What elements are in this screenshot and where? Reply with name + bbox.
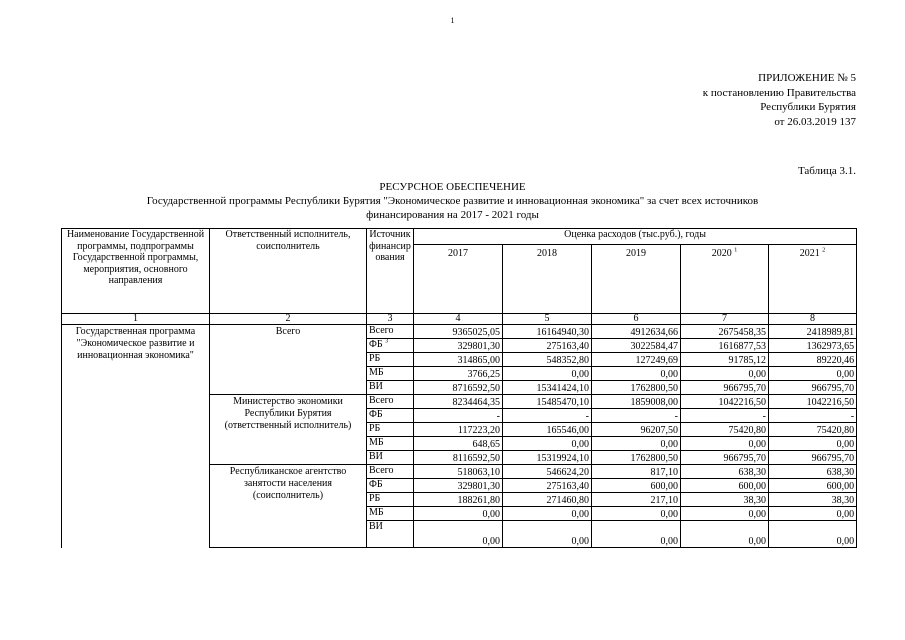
value-cell: 4912634,66 [592,325,681,339]
value-cell: 518063,10 [414,465,503,479]
value-cell: 1042216,50 [681,395,769,409]
value-cell: 96207,50 [592,423,681,437]
value-cell: 817,10 [592,465,681,479]
value-cell: 117223,20 [414,423,503,437]
value-cell: 0,00 [681,507,769,521]
program-name: Государственная программа "Экономическое развитие и инновационная экономика" [62,325,210,548]
value-cell: 15319924,10 [503,451,592,465]
value-cell: 188261,80 [414,493,503,507]
column-number: 6 [592,314,681,325]
value-cell: 966795,70 [681,381,769,395]
value-cell: 966795,70 [769,381,857,395]
appendix-block [703,71,856,129]
executor-cell: Республиканское агентство занятости населения (соисполнитель) [210,465,367,548]
value-cell: 0,00 [681,521,769,548]
value-cell: 966795,70 [769,451,857,465]
value-cell: 546624,20 [503,465,592,479]
value-cell: 16164940,30 [503,325,592,339]
header-year: 2017 [414,245,503,314]
value-cell: 329801,30 [414,339,503,353]
column-number: 7 [681,314,769,325]
column-number: 3 [367,314,414,325]
value-cell: 8234464,35 [414,395,503,409]
table-label: Таблица 3.1. [797,165,856,177]
column-number: 8 [769,314,857,325]
value-cell: - [503,409,592,423]
value-cell: 38,30 [769,493,857,507]
table-row [62,325,857,339]
value-cell: 0,00 [681,437,769,451]
source-cell: РБ [367,353,414,367]
column-number: 5 [503,314,592,325]
value-cell: 2418989,81 [769,325,857,339]
source-cell: РБ [367,423,414,437]
header-estimate: Оценка расходов (тыс.руб.), годы [414,229,857,245]
value-cell: 600,00 [592,479,681,493]
value-cell: 275163,40 [503,479,592,493]
value-cell: 1762800,50 [592,381,681,395]
source-cell: ФБ [367,479,414,493]
value-cell: 38,30 [681,493,769,507]
value-cell: - [681,409,769,423]
value-cell: - [769,409,857,423]
value-cell: 15485470,10 [503,395,592,409]
value-cell: 600,00 [769,479,857,493]
source-cell: РБ [367,493,414,507]
header-year: 2018 [503,245,592,314]
value-cell: 271460,80 [503,493,592,507]
value-cell: 1362973,65 [769,339,857,353]
header-year: 2021 $^2$ [769,245,857,314]
appendix-line: к постановлению Правительства [702,86,856,99]
value-cell: 15341424,10 [503,381,592,395]
source-cell: ФБ [367,409,414,423]
footnote-mark: 2 [822,247,826,254]
value-cell: 648,65 [414,437,503,451]
value-cell: 0,00 [503,521,592,548]
column-number: 1 [62,314,210,325]
value-cell: 600,00 [681,479,769,493]
value-cell: 91785,12 [681,353,769,367]
page-number: 1 [450,16,455,25]
value-cell: 75420,80 [769,423,857,437]
value-cell: 314865,00 [414,353,503,367]
appendix-line: Республики Бурятия [760,101,856,113]
source-cell: Всего [367,395,414,409]
value-cell: 9365025,05 [414,325,503,339]
source-cell: Всего [367,465,414,479]
value-cell: 0,00 [769,521,857,548]
document-title [0,180,905,222]
header-year: 2020 $^1$ [681,245,769,314]
footnote-mark: 3 [385,338,389,345]
source-cell: ФБ $^3$ [367,339,414,353]
value-cell: 275163,40 [503,339,592,353]
source-cell: МБ [367,367,414,381]
footnote-mark: 1 [734,247,738,254]
column-number: 2 [210,314,367,325]
value-cell: 1859008,00 [592,395,681,409]
title-line: Государственной программы Республики Бурятия "Экономическое развитие и инновационная экономика" за счет всех источников [146,195,759,207]
value-cell: 165546,00 [503,423,592,437]
value-cell: 0,00 [592,437,681,451]
value-cell: 1042216,50 [769,395,857,409]
value-cell: 0,00 [769,367,857,381]
source-cell: ВИ [367,381,414,395]
source-cell: МБ [367,507,414,521]
title-line: финансирования на 2017 - 2021 годы [366,209,539,221]
value-cell: - [592,409,681,423]
value-cell: 127249,69 [592,353,681,367]
source-cell: ВИ [367,521,414,548]
value-cell: 3022584,47 [592,339,681,353]
value-cell: 1762800,50 [592,451,681,465]
value-cell: 0,00 [769,507,857,521]
source-cell: ВИ [367,451,414,465]
value-cell: 3766,25 [414,367,503,381]
value-cell: 638,30 [769,465,857,479]
value-cell: - [414,409,503,423]
value-cell: 0,00 [414,507,503,521]
value-cell: 75420,80 [681,423,769,437]
executor-cell: Министерство экономики Республики Бурятия (ответственный исполнитель) [210,395,367,465]
source-cell: Всего [367,325,414,339]
resource-table [61,228,857,548]
header-year: 2019 [592,245,681,314]
header-source: Источник финансир ования [367,229,414,314]
value-cell: 8716592,50 [414,381,503,395]
executor-cell: Всего [210,325,367,395]
value-cell: 0,00 [769,437,857,451]
appendix-line: ПРИЛОЖЕНИЕ № 5 [758,72,856,84]
value-cell: 0,00 [503,367,592,381]
column-number: 4 [414,314,503,325]
value-cell: 89220,46 [769,353,857,367]
value-cell: 0,00 [503,507,592,521]
value-cell: 0,00 [592,507,681,521]
appendix-line: от 26.03.2019 137 [774,115,856,128]
value-cell: 0,00 [503,437,592,451]
value-cell: 8116592,50 [414,451,503,465]
value-cell: 1616877,53 [681,339,769,353]
header-name: Наименование Государственной программы, подпрограммы Государственной программы, мероприятия, основного направления [62,229,210,314]
value-cell: 0,00 [592,367,681,381]
header-executor: Ответственный исполнитель, соисполнитель [210,229,367,314]
value-cell: 548352,80 [503,353,592,367]
source-cell: МБ [367,437,414,451]
value-cell: 0,00 [592,521,681,548]
value-cell: 0,00 [681,367,769,381]
value-cell: 638,30 [681,465,769,479]
value-cell: 0,00 [414,521,503,548]
value-cell: 329801,30 [414,479,503,493]
title-line: РЕСУРСНОЕ ОБЕСПЕЧЕНИЕ [379,181,526,193]
value-cell: 966795,70 [681,451,769,465]
value-cell: 2675458,35 [681,325,769,339]
value-cell: 217,10 [592,493,681,507]
